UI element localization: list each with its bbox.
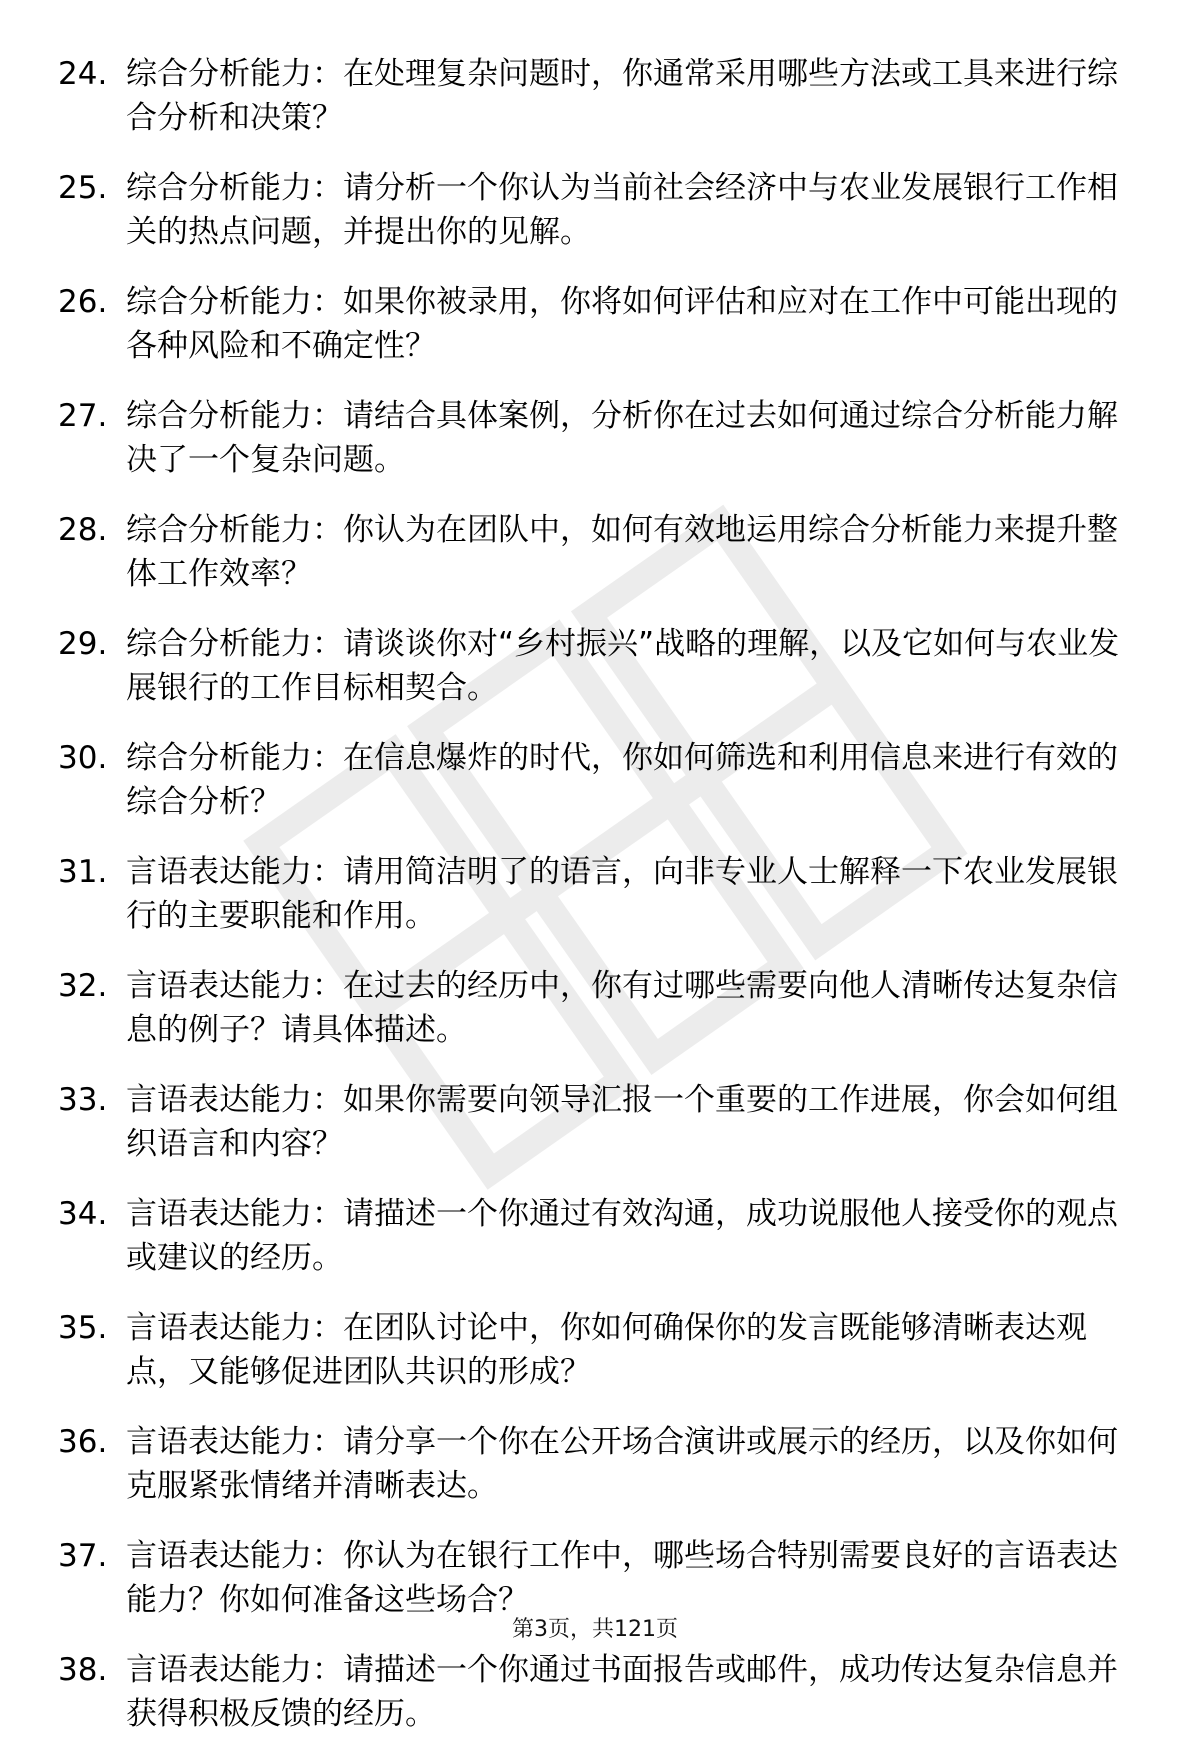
question-item [58, 394, 1130, 482]
question-number: 35. [58, 1310, 108, 1346]
question-item [58, 280, 1130, 368]
question-number: 34. [58, 1196, 108, 1232]
question-text: 言语表达能力：请描述一个你通过书面报告或邮件，成功传达复杂信息并获得积极反馈的经历。 [126, 1652, 1118, 1732]
question-number: 33. [58, 1082, 108, 1118]
question-item [58, 52, 1130, 140]
question-list [58, 52, 1130, 1762]
page-number-label: 第3页，共121页 [512, 1617, 678, 1642]
question-number: 24. [58, 56, 108, 92]
question-number: 28. [58, 512, 108, 548]
question-item [58, 166, 1130, 254]
question-text: 言语表达能力：在团队讨论中，你如何确保你的发言既能够清晰表达观点，又能够促进团队共识的形成？ [126, 1310, 1087, 1390]
question-item [58, 1534, 1130, 1622]
question-number: 37. [58, 1538, 108, 1574]
question-text: 言语表达能力：请用简洁明了的语言，向非专业人士解释一下农业发展银行的主要职能和作用。 [126, 854, 1118, 934]
question-number: 30. [58, 740, 108, 776]
question-text: 言语表达能力：请分享一个你在公开场合演讲或展示的经历，以及你如何克服紧张情绪并清晰表达。 [126, 1424, 1118, 1504]
question-number: 38. [58, 1652, 108, 1688]
question-text: 综合分析能力：请谈谈你对“乡村振兴”战略的理解，以及它如何与农业发展银行的工作目标相契合。 [126, 626, 1120, 706]
question-item [58, 1420, 1130, 1508]
question-item [58, 1192, 1130, 1280]
question-item [58, 850, 1130, 938]
question-text: 言语表达能力：如果你需要向领导汇报一个重要的工作进展，你会如何组织语言和内容？ [126, 1082, 1118, 1162]
question-number: 32. [58, 968, 108, 1004]
question-text: 综合分析能力：你认为在团队中，如何有效地运用综合分析能力来提升整体工作效率？ [126, 512, 1118, 592]
page-footer [0, 1616, 1190, 1644]
question-text: 综合分析能力：请结合具体案例，分析你在过去如何通过综合分析能力解决了一个复杂问题。 [126, 398, 1118, 478]
question-item [58, 736, 1130, 824]
question-text: 言语表达能力：在过去的经历中，你有过哪些需要向他人清晰传达复杂信息的例子？请具体描述。 [126, 968, 1118, 1048]
question-text: 言语表达能力：你认为在银行工作中，哪些场合特别需要良好的言语表达能力？你如何准备这些场合？ [126, 1538, 1118, 1618]
question-number: 29. [58, 626, 108, 662]
question-number: 36. [58, 1424, 108, 1460]
question-item [58, 1078, 1130, 1166]
question-text: 综合分析能力：请分析一个你认为当前社会经济中与农业发展银行工作相关的热点问题，并提出你的见解。 [126, 170, 1118, 250]
question-item [58, 964, 1130, 1052]
question-item [58, 622, 1130, 710]
question-item [58, 1306, 1130, 1394]
question-number: 26. [58, 284, 108, 320]
question-text: 综合分析能力：在信息爆炸的时代，你如何筛选和利用信息来进行有效的综合分析？ [126, 740, 1118, 820]
question-item [58, 1648, 1130, 1736]
question-item [58, 508, 1130, 596]
question-text: 综合分析能力：在处理复杂问题时，你通常采用哪些方法或工具来进行综合分析和决策？ [126, 56, 1118, 136]
question-number: 31. [58, 854, 108, 890]
question-text: 言语表达能力：请描述一个你通过有效沟通，成功说服他人接受你的观点或建议的经历。 [126, 1196, 1118, 1276]
question-number: 25. [58, 170, 108, 206]
question-number: 27. [58, 398, 108, 434]
question-text: 综合分析能力：如果你被录用，你将如何评估和应对在工作中可能出现的各种风险和不确定性？ [126, 284, 1118, 364]
